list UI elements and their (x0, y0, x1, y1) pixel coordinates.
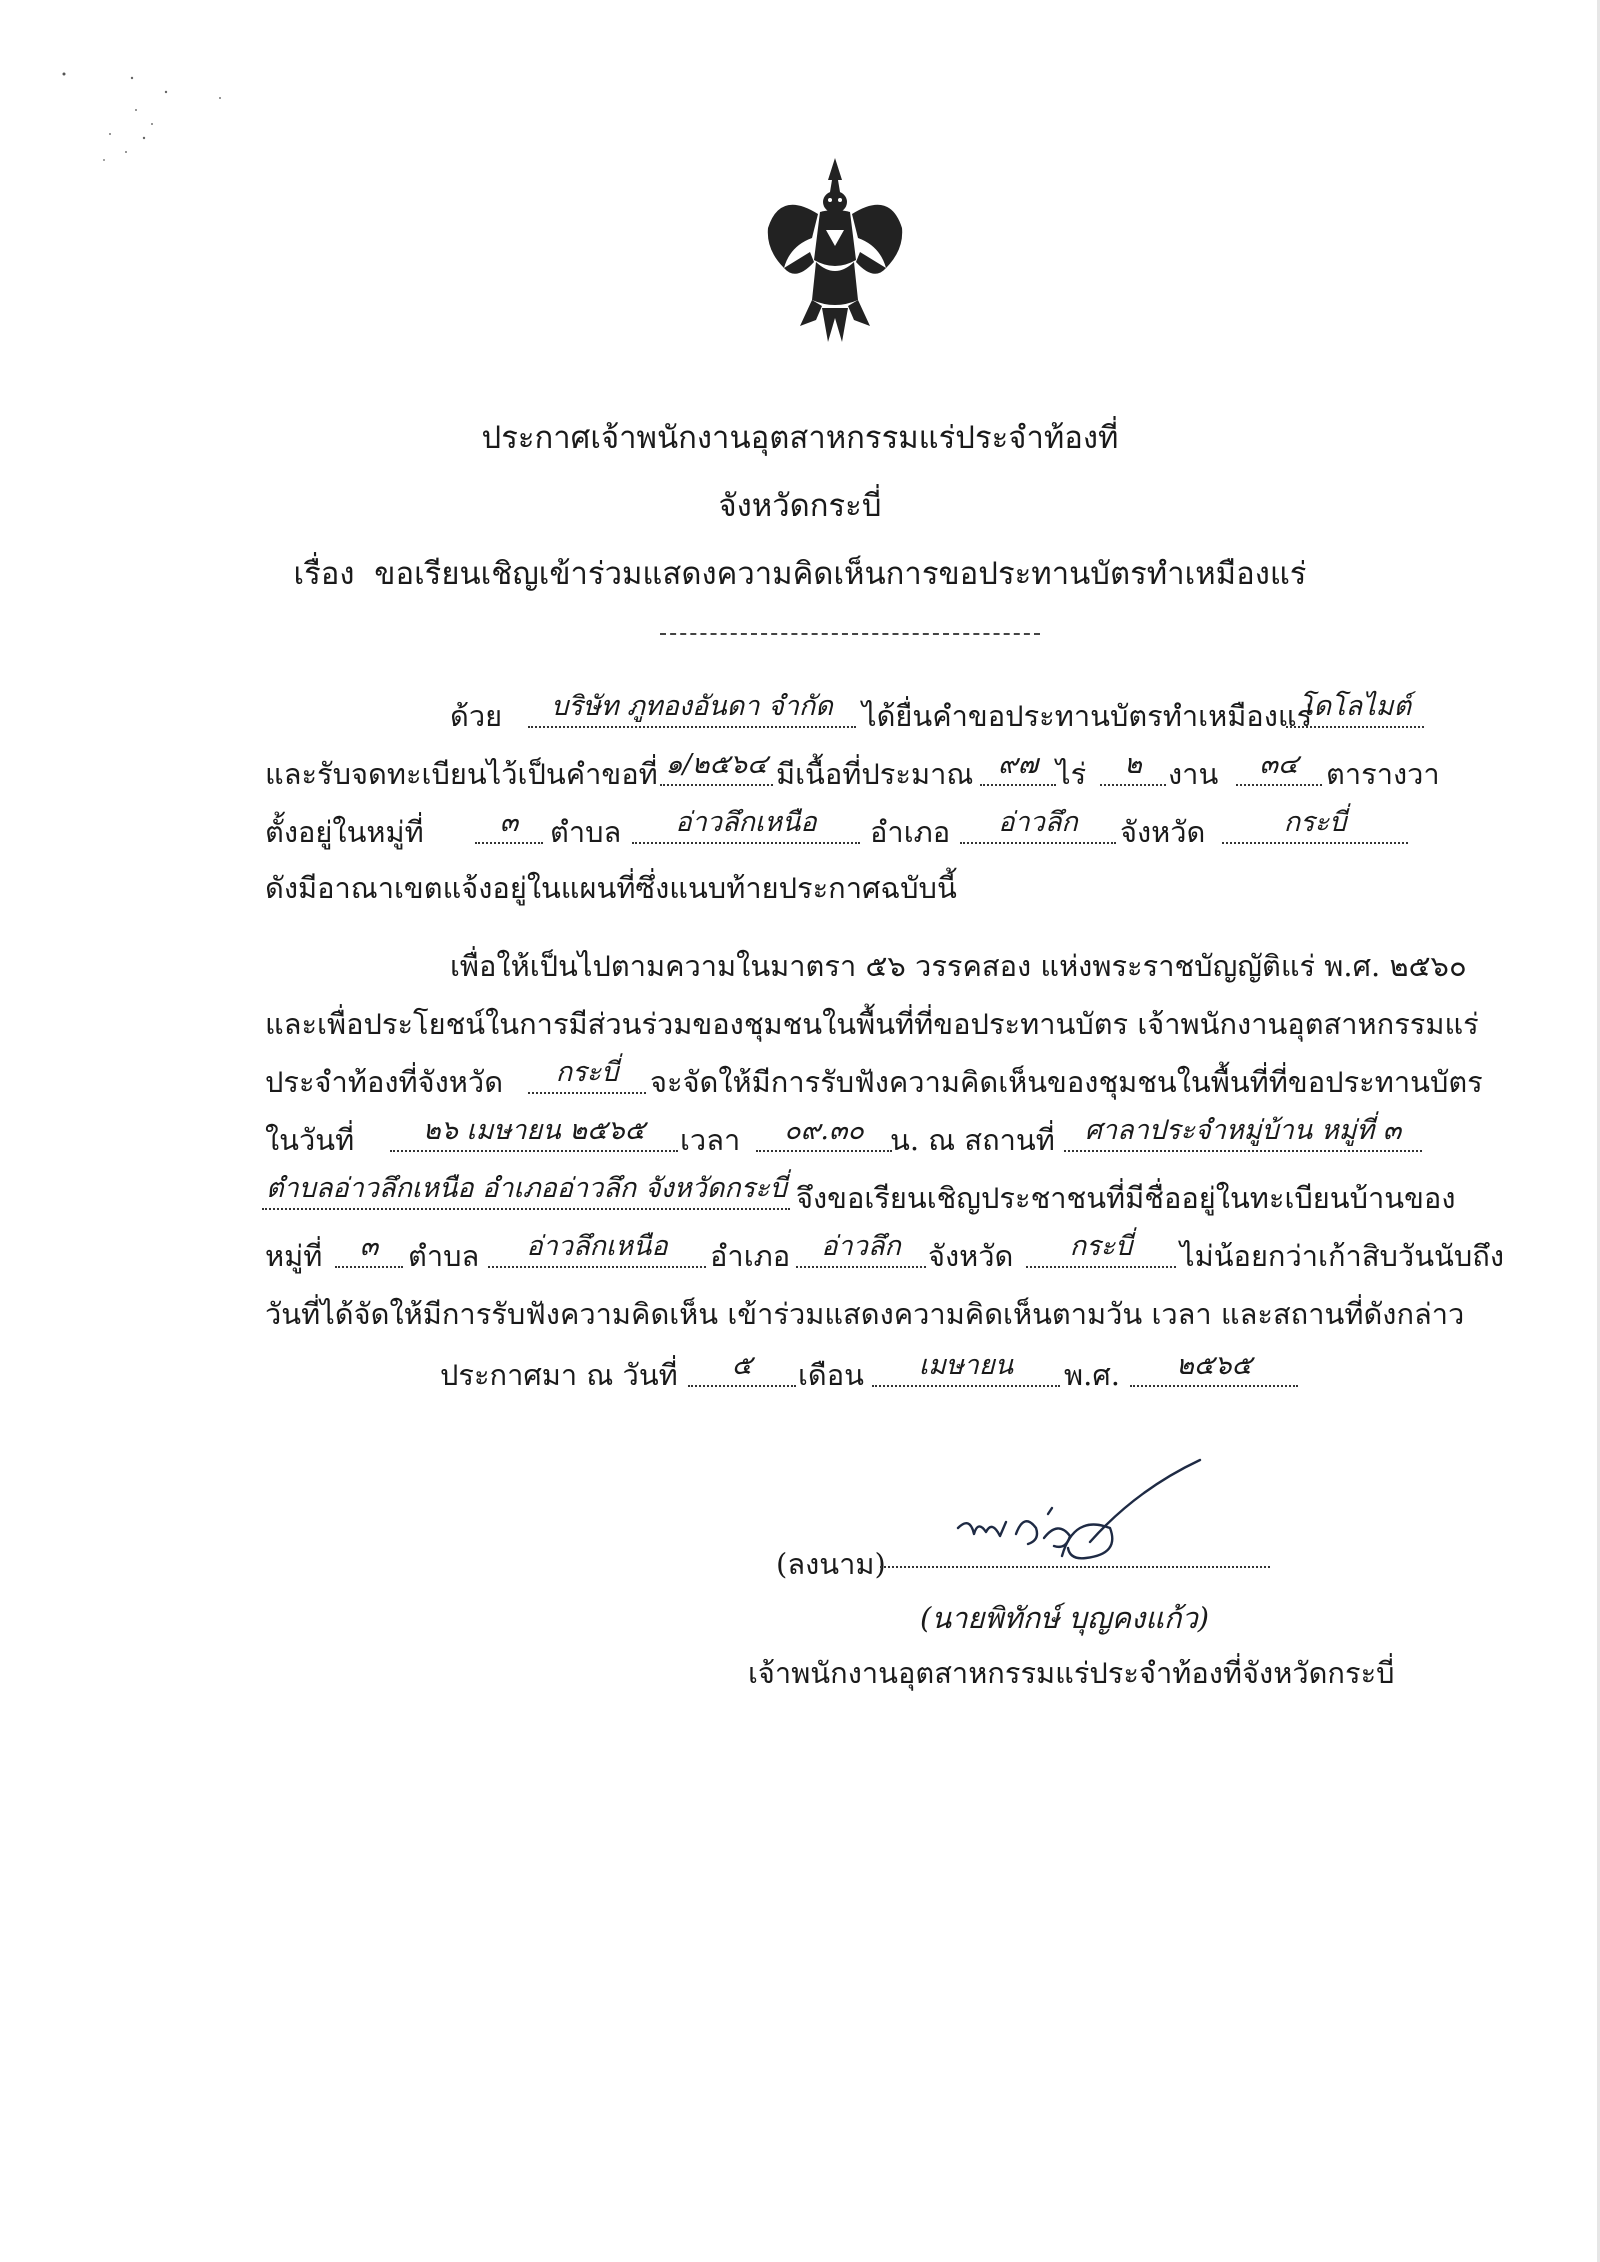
p2-l4-lead: ในวันที่ (265, 1123, 355, 1157)
p1-l2-area-label: มีเนื้อที่ประมาณ (776, 757, 974, 791)
notice-subject-line (0, 548, 1600, 598)
garuda-emblem (760, 150, 910, 350)
p1-l1-mid: ได้ยื่นคำขอประทานบัตรทำเหมืองแร่ (862, 699, 1313, 733)
venue-label: น. ณ สถานที่ (890, 1123, 1055, 1157)
subject-label: เรื่อง (293, 556, 355, 592)
notice-province: จังหวัดกระบี่ (718, 488, 882, 524)
request-number: ๑/๒๕๖๔ (660, 746, 773, 786)
signer-name: (นายพิทักษ์ บุญคงแก้ว) (920, 1601, 1210, 1635)
changwat-name: กระบี่ (1222, 804, 1408, 844)
p2-l3-lead: ประจำท้องที่จังหวัด (265, 1065, 504, 1099)
hearing-date: ๒๖ เมษายน ๒๕๖๕ (390, 1112, 678, 1152)
hearing-time: ๐๙.๓๐ (756, 1112, 892, 1152)
month-label: เดือน (798, 1358, 864, 1392)
signature-label: (ลงนาม) (776, 1547, 886, 1581)
p2-l5-rest: จึงขอเรียนเชิญประชาชนที่มีชื่ออยู่ในทะเบียนบ้านของ (796, 1181, 1456, 1215)
p1-l2-lead: และรับจดทะเบียนไว้เป็นคำขอที่ (265, 757, 658, 791)
p2-l1: เพื่อให้เป็นไปตามความในมาตรา ๕๖ วรรคสอง แห่งพระราชบัญญัติแร่ พ.ศ. ๒๕๖๐ (450, 949, 1467, 983)
p2-amphoe-name: อ่าวลึก (796, 1228, 926, 1268)
announce-lead: ประกาศมา ณ วันที่ (440, 1358, 678, 1392)
village-number: ๓ (475, 804, 543, 844)
announce-month: เมษายน (872, 1347, 1060, 1387)
p2-tambon-name: อ่าวลึกเหนือ (488, 1228, 706, 1268)
changwat-label: จังหวัด (1120, 815, 1206, 849)
area-rai: ๙๗ (980, 746, 1056, 786)
area-ngan: ๒ (1100, 746, 1166, 786)
mineral-type: โดโลไมต์ (1286, 688, 1424, 728)
p2-l6-rest: ไม่น้อยกว่าเก้าสิบวันนับถึง (1180, 1239, 1504, 1273)
notice-issuer: ประกาศเจ้าพนักงานอุตสาหกรรมแร่ประจำท้องที่ (481, 420, 1119, 456)
company-name: บริษัท ภูทองอันดา จำกัด (528, 688, 856, 728)
p2-village-number: ๓ (335, 1228, 403, 1268)
hearing-venue: ศาลาประจำหมู่บ้าน หมู่ที่ ๓ (1064, 1112, 1422, 1152)
handwritten-signature (940, 1450, 1220, 1600)
p2-l2: และเพื่อประโยชน์ในการมีส่วนร่วมของชุมชนในพื้นที่ที่ขอประทานบัตร เจ้าพนักงานอุตสาหกรรมแร่ (265, 1007, 1479, 1041)
area-sq-wa: ๓๔ (1236, 746, 1322, 786)
subject-text: ขอเรียนเชิญเข้าร่วมแสดงความคิดเห็นการขอประทานบัตรทำเหมืองแร่ (374, 556, 1307, 592)
announce-day: ๕ (688, 1347, 796, 1387)
tambon-label: ตำบล (550, 815, 622, 849)
rai-label: ไร่ (1056, 757, 1087, 791)
signer-position: เจ้าพนักงานอุตสาหกรรมแร่ประจำท้องที่จังหวัดกระบี่ (748, 1656, 1395, 1690)
p1-l1-lead: ด้วย (450, 699, 503, 733)
signature-line (880, 1566, 1270, 1568)
sq-wa-label: ตารางวา (1326, 757, 1440, 791)
p2-changwat-name: กระบี่ (1026, 1228, 1176, 1268)
p2-l7: วันที่ได้จัดให้มีการรับฟังความคิดเห็น เข้าร่วมแสดงความคิดเห็นตามวัน เวลา และสถานที่ดังกล่าว (265, 1297, 1465, 1331)
title-separator (660, 633, 1040, 635)
scan-specks (40, 40, 240, 180)
amphoe-name: อ่าวลึก (960, 804, 1116, 844)
p2-changwat-label: จังหวัด (928, 1239, 1014, 1273)
p2-l3-rest: จะจัดให้มีการรับฟังความคิดเห็นของชุมชนในพื้นที่ที่ขอประทานบัตร (650, 1065, 1483, 1099)
announce-year: ๒๕๖๕ (1130, 1347, 1298, 1387)
time-label: เวลา (680, 1123, 741, 1157)
p2-amphoe-label: อำเภอ (710, 1239, 791, 1273)
p2-l6-lead: หมู่ที่ (265, 1239, 323, 1273)
p2-tambon-label: ตำบล (408, 1239, 480, 1273)
hearing-venue-continued: ตำบลอ่าวลึกเหนือ อำเภออ่าวลึก จังหวัดกระบี่ (262, 1170, 790, 1210)
hearing-province: กระบี่ (528, 1054, 646, 1094)
tambon-name: อ่าวลึกเหนือ (632, 804, 860, 844)
amphoe-label: อำเภอ (870, 815, 951, 849)
ngan-label: งาน (1168, 757, 1219, 791)
p1-l3-lead: ตั้งอยู่ในหมู่ที่ (265, 815, 424, 849)
year-label: พ.ศ. (1064, 1358, 1120, 1392)
p1-l4: ดังมีอาณาเขตแจ้งอยู่ในแผนที่ซึ่งแนบท้ายประกาศฉบับนี้ (265, 871, 957, 905)
